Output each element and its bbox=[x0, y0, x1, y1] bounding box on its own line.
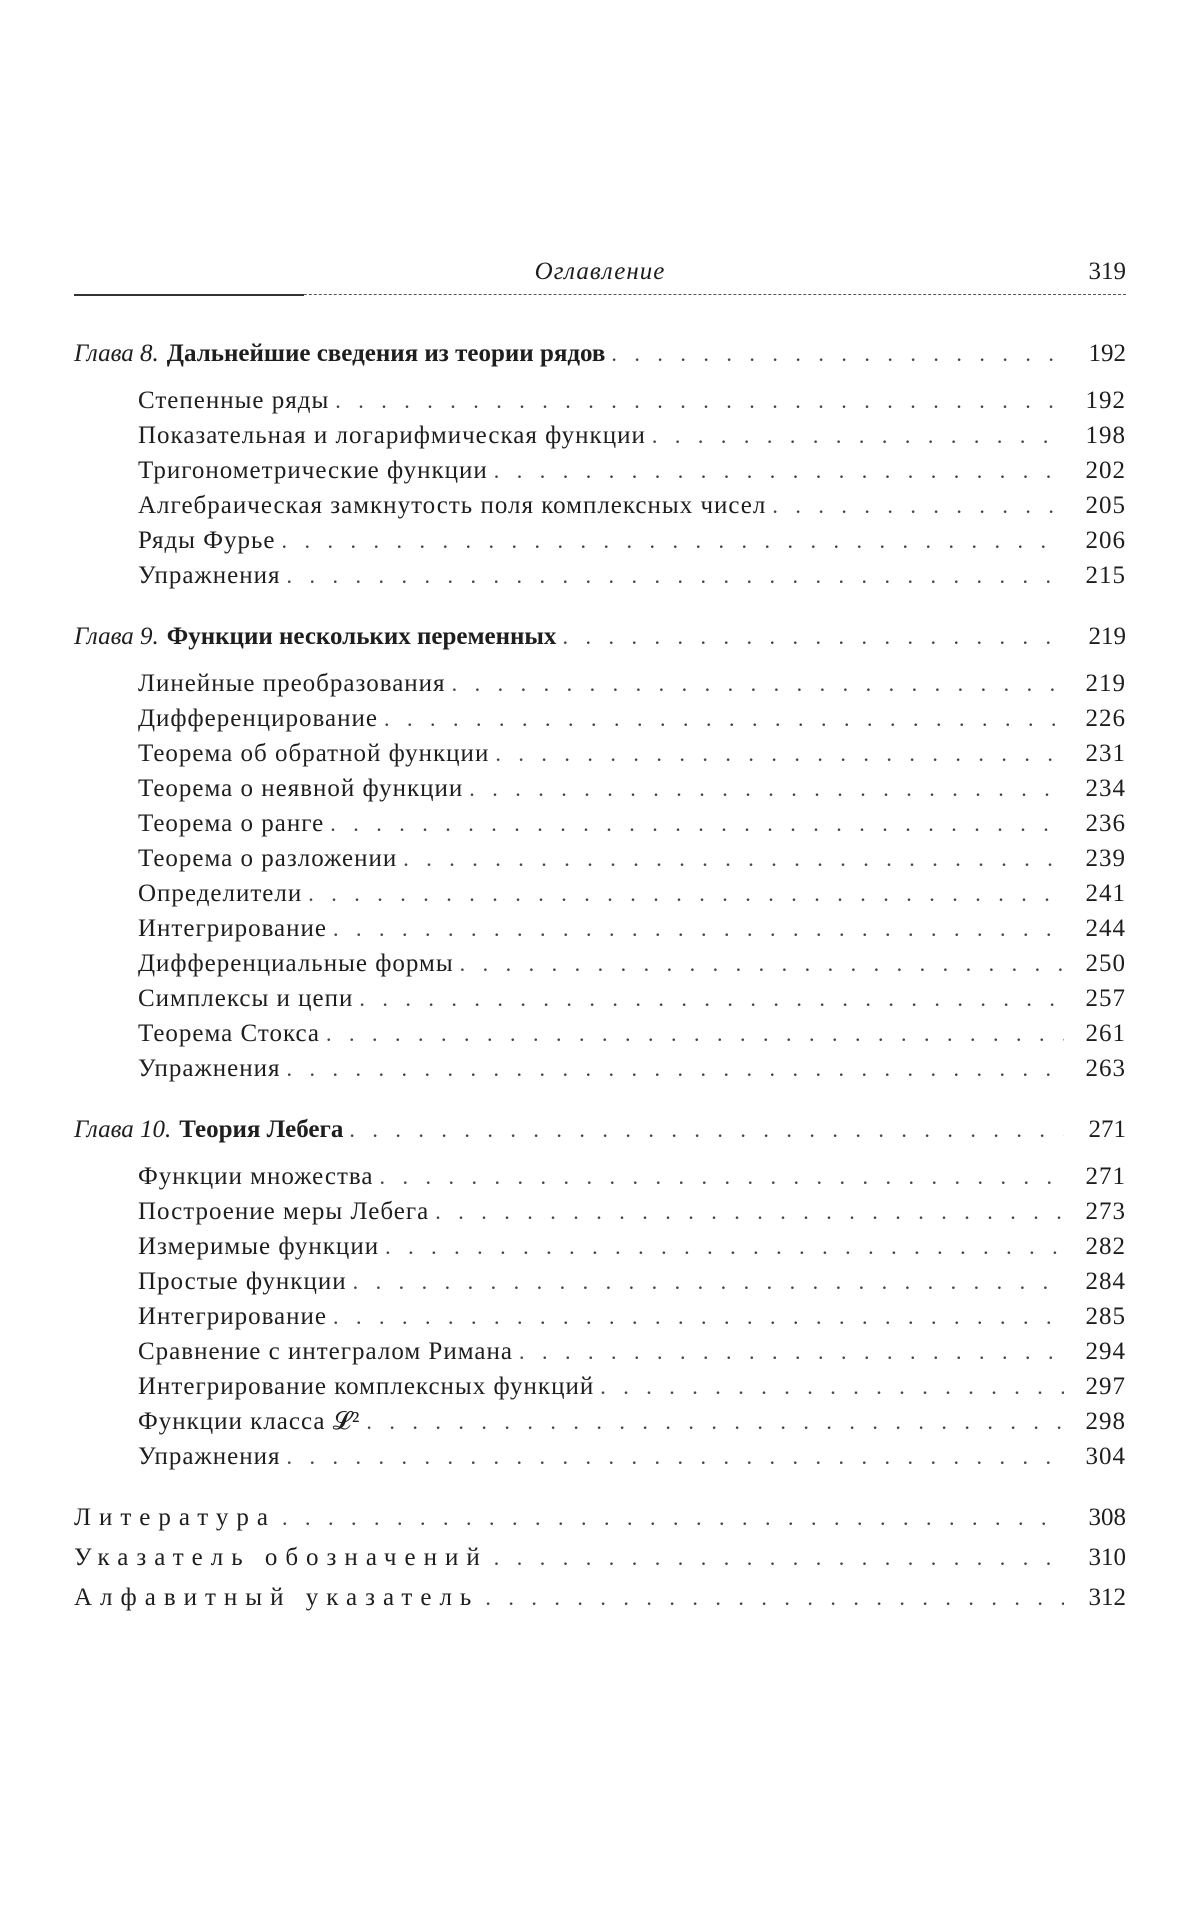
toc-entry-notation-index[interactable] bbox=[74, 1544, 1126, 1584]
dot-leader bbox=[286, 1444, 1064, 1470]
toc-entry-subject-index[interactable] bbox=[74, 1584, 1126, 1624]
dot-leader bbox=[349, 1117, 1064, 1143]
dot-leader bbox=[335, 388, 1064, 414]
dot-leader bbox=[519, 1339, 1064, 1365]
entry-page: 261 bbox=[1085, 1020, 1126, 1047]
entry-page: 257 bbox=[1085, 985, 1126, 1012]
entry-page: 297 bbox=[1085, 1373, 1126, 1400]
toc-entry-bibliography[interactable] bbox=[74, 1504, 1126, 1544]
entry-title: Дифференциальные формы bbox=[138, 950, 454, 977]
entry-title: Дифференцирование bbox=[138, 705, 378, 732]
entry-title: Простые функции bbox=[138, 1268, 347, 1295]
entry-title: Показательная и логарифмическая функции bbox=[138, 422, 646, 449]
toc-entry[interactable] bbox=[74, 562, 1126, 597]
toc-entry[interactable] bbox=[74, 1338, 1126, 1373]
page-number: 319 bbox=[1088, 258, 1126, 285]
toc-entry[interactable] bbox=[74, 422, 1126, 457]
toc-entry[interactable] bbox=[74, 775, 1126, 810]
chapter-label bbox=[74, 623, 556, 651]
toc-entry[interactable] bbox=[74, 1163, 1126, 1198]
entry-page: 312 bbox=[1088, 1584, 1126, 1611]
page-header bbox=[74, 258, 1126, 292]
dot-leader bbox=[611, 341, 1064, 367]
entry-title: Алгебраическая замкнутость поля комплексных чисел bbox=[138, 492, 767, 519]
entry-page: 250 bbox=[1085, 950, 1126, 977]
entry-title: Определители bbox=[138, 880, 303, 907]
entry-page: 282 bbox=[1085, 1233, 1126, 1260]
toc-entry[interactable] bbox=[74, 810, 1126, 845]
dot-leader bbox=[353, 1269, 1064, 1295]
entry-title: Тригонометрические функции bbox=[138, 457, 488, 484]
chapter-heading[interactable] bbox=[74, 623, 1126, 658]
dot-leader bbox=[600, 1374, 1064, 1400]
entry-page: 192 bbox=[1085, 387, 1126, 414]
entry-page: 310 bbox=[1088, 1544, 1126, 1571]
entry-page: 202 bbox=[1085, 457, 1126, 484]
dot-leader bbox=[452, 671, 1064, 697]
toc-entry[interactable] bbox=[74, 670, 1126, 705]
toc-entry[interactable] bbox=[74, 705, 1126, 740]
chapter-label bbox=[74, 1116, 343, 1144]
entry-title: Сравнение с интегралом Римана bbox=[138, 1338, 513, 1365]
toc-entry[interactable] bbox=[74, 985, 1126, 1020]
chapter-title: Дальнейшие сведения из теории рядов bbox=[166, 340, 606, 367]
entry-page: 239 bbox=[1085, 845, 1126, 872]
dot-leader bbox=[359, 986, 1064, 1012]
entry-page: 206 bbox=[1085, 527, 1126, 554]
dot-leader bbox=[494, 458, 1064, 484]
dot-leader bbox=[281, 528, 1064, 554]
dot-leader bbox=[403, 846, 1064, 872]
entry-page: 308 bbox=[1088, 1504, 1126, 1531]
chapter-title: Функции нескольких переменных bbox=[166, 623, 557, 650]
dot-leader bbox=[435, 1199, 1064, 1225]
entry-title: Интегрирование bbox=[138, 915, 328, 942]
entry-page: 285 bbox=[1085, 1303, 1126, 1330]
entry-title: Построение меры Лебега bbox=[138, 1198, 430, 1225]
chapter-page: 219 bbox=[1088, 623, 1126, 650]
dot-leader bbox=[652, 423, 1064, 449]
entry-page: 273 bbox=[1085, 1198, 1126, 1225]
entry-title: Теорема об обратной функции bbox=[138, 740, 490, 767]
dot-leader bbox=[469, 776, 1064, 802]
chapter-title: Теория Лебега bbox=[179, 1116, 344, 1143]
chapter-prefix: Глава 9. bbox=[74, 623, 159, 650]
dot-leader bbox=[562, 624, 1064, 650]
entry-page: 263 bbox=[1085, 1055, 1126, 1082]
entry-page: 219 bbox=[1085, 670, 1126, 697]
dot-leader bbox=[308, 881, 1064, 907]
toc-entry[interactable] bbox=[74, 880, 1126, 915]
dot-leader bbox=[384, 706, 1064, 732]
entry-title: Интегрирование bbox=[138, 1303, 328, 1330]
entry-title: Теорема о ранге bbox=[138, 810, 325, 837]
chapter-8 bbox=[74, 340, 1126, 597]
chapter-label bbox=[74, 340, 605, 368]
entry-page: 284 bbox=[1085, 1268, 1126, 1295]
running-title: Оглавление bbox=[534, 258, 666, 285]
dot-leader bbox=[333, 1304, 1064, 1330]
entry-page: 241 bbox=[1085, 880, 1126, 907]
entry-title: Упражнения bbox=[138, 562, 281, 589]
entry-page: 271 bbox=[1085, 1163, 1126, 1190]
toc-entry[interactable] bbox=[74, 492, 1126, 527]
dot-leader bbox=[485, 1585, 1064, 1611]
entry-page: 226 bbox=[1085, 705, 1126, 732]
dot-leader bbox=[366, 1409, 1064, 1435]
toc-entry[interactable] bbox=[74, 1198, 1126, 1233]
dot-leader bbox=[286, 563, 1064, 589]
table-of-contents bbox=[74, 340, 1126, 1624]
toc-entry[interactable] bbox=[74, 1373, 1126, 1408]
entry-title: Теорема о разложении bbox=[138, 845, 398, 872]
toc-entry[interactable] bbox=[74, 1268, 1126, 1303]
dot-leader bbox=[495, 741, 1064, 767]
back-matter bbox=[74, 1504, 1126, 1624]
toc-entry[interactable] bbox=[74, 387, 1126, 422]
toc-entry[interactable] bbox=[74, 1408, 1126, 1443]
chapter-10 bbox=[74, 1116, 1126, 1478]
toc-entry[interactable] bbox=[74, 915, 1126, 950]
entry-page: 236 bbox=[1085, 810, 1126, 837]
dot-leader bbox=[380, 1164, 1065, 1190]
entry-title: Ряды Фурье bbox=[138, 527, 276, 554]
entry-title: Симплексы и цепи bbox=[138, 985, 354, 1012]
toc-entry[interactable] bbox=[74, 740, 1126, 775]
entry-page: 298 bbox=[1085, 1408, 1126, 1435]
entry-title: Литература bbox=[74, 1504, 276, 1531]
toc-entry[interactable] bbox=[74, 1020, 1126, 1055]
entry-title: Теорема о неявной функции bbox=[138, 775, 464, 802]
chapter-heading[interactable] bbox=[74, 340, 1126, 375]
entry-title: Алфавитный указатель bbox=[74, 1584, 480, 1611]
dot-leader bbox=[326, 1021, 1064, 1047]
dot-leader bbox=[772, 493, 1064, 519]
entry-title: Функции множества bbox=[138, 1163, 374, 1190]
dot-leader bbox=[494, 1545, 1064, 1571]
entry-page: 215 bbox=[1085, 562, 1126, 589]
entry-title: Теорема Стокса bbox=[138, 1020, 320, 1047]
chapter-prefix: Глава 10. bbox=[74, 1116, 172, 1143]
dot-leader bbox=[385, 1234, 1064, 1260]
entry-title: Измеримые функции bbox=[138, 1233, 380, 1260]
dot-leader bbox=[333, 916, 1064, 942]
entry-page: 244 bbox=[1085, 915, 1126, 942]
chapter-page: 271 bbox=[1088, 1116, 1126, 1143]
entry-title: Упражнения bbox=[138, 1055, 281, 1082]
entry-page: 294 bbox=[1085, 1338, 1126, 1365]
entry-page: 234 bbox=[1085, 775, 1126, 802]
entry-page: 205 bbox=[1085, 492, 1126, 519]
toc-entry[interactable] bbox=[74, 1303, 1126, 1338]
dot-leader bbox=[460, 951, 1064, 977]
header-rule-accent bbox=[74, 294, 304, 296]
entry-title: Функции класса 𝓛² bbox=[138, 1408, 361, 1435]
chapter-page: 192 bbox=[1088, 340, 1126, 367]
entry-page: 198 bbox=[1085, 422, 1126, 449]
entry-page: 304 bbox=[1085, 1443, 1126, 1470]
chapter-heading[interactable] bbox=[74, 1116, 1126, 1151]
toc-entry[interactable] bbox=[74, 950, 1126, 985]
dot-leader bbox=[286, 1056, 1064, 1082]
toc-entry[interactable] bbox=[74, 1233, 1126, 1268]
chapter-9 bbox=[74, 623, 1126, 1090]
dot-leader bbox=[330, 811, 1064, 837]
entry-title: Указатель обозначений bbox=[74, 1544, 488, 1571]
chapter-prefix: Глава 8. bbox=[74, 340, 159, 367]
toc-entry[interactable] bbox=[74, 1443, 1126, 1478]
entry-title: Линейные преобразования bbox=[138, 670, 446, 697]
entry-title: Степенные ряды bbox=[138, 387, 330, 414]
dot-leader bbox=[282, 1505, 1064, 1531]
toc-entry[interactable] bbox=[74, 527, 1126, 562]
toc-entry[interactable] bbox=[74, 845, 1126, 880]
entry-page: 231 bbox=[1085, 740, 1126, 767]
toc-entry[interactable] bbox=[74, 457, 1126, 492]
entry-title: Упражнения bbox=[138, 1443, 281, 1470]
toc-entry[interactable] bbox=[74, 1055, 1126, 1090]
entry-title: Интегрирование комплексных функций bbox=[138, 1373, 595, 1400]
